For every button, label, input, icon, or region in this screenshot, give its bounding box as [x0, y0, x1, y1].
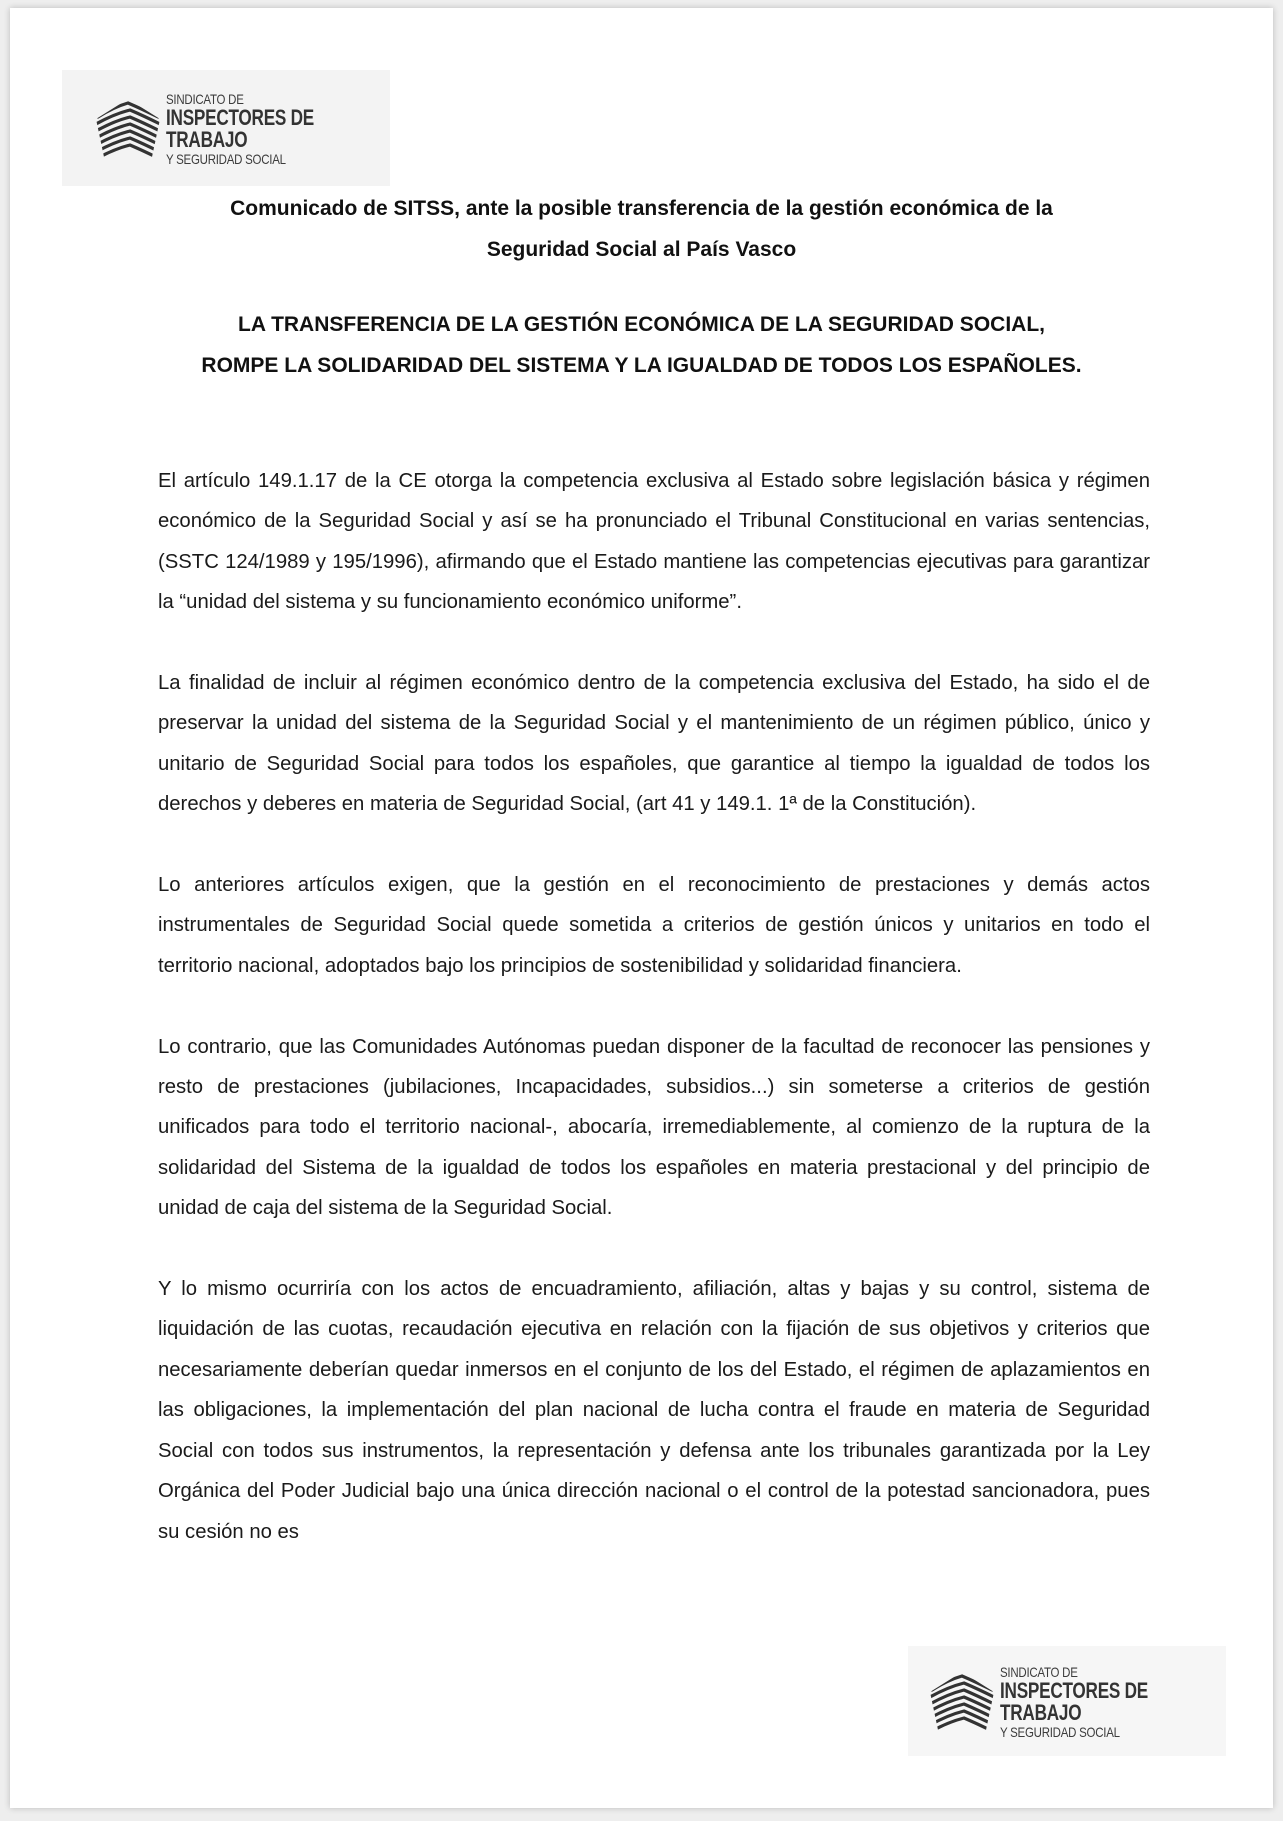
logo-line-2: INSPECTORES DE TRABAJO [166, 105, 315, 152]
headline-line-2: ROMPE LA SOLIDARIDAD DEL SISTEMA Y LA IGUALDAD DE TODOS LOS ESPAÑOLES. [201, 354, 1082, 377]
subtitle-line-1: Comunicado de SITSS, ante la posible transferencia de la gestión económica de la [230, 197, 1053, 220]
document-subtitle [120, 188, 1163, 270]
sitss-logo-bottom [908, 1646, 1226, 1756]
document-headline [120, 304, 1163, 386]
logo-line-3: Y SEGURIDAD SOCIAL [1000, 1724, 1120, 1740]
paragraph-2: La finalidad de incluir al régimen económico dentro de la competencia exclusiva del Estado, ha sido el de preservar la unidad del sistema de la Seguridad Social y el mantenimiento de un régimen público, único y unitario de Seguridad Social para todos los españoles, que garantice al tiempo la igualdad de todos los derechos y deberes en materia de Seguridad Social, (art 41 y 149.1. 1ª de la Constitución). [158, 672, 1150, 816]
logo-text [166, 92, 390, 166]
paragraph-3: Lo anteriores artículos exigen, que la gestión en el reconocimiento de prestaciones y demás actos instrumentales de Seguridad Social quede sometida a criterios de gestión únicos y unitarios en todo el territorio nacional, adoptados bajo los principios de sostenibilidad y solidaridad financiera. [158, 874, 1150, 977]
subtitle-line-2: Seguridad Social al País Vasco [486, 238, 797, 261]
document-page [10, 8, 1273, 1808]
sitss-logo-top [62, 70, 390, 186]
paragraph-5: Y lo mismo ocurriría con los actos de encuadramiento, afiliación, altas y bajas y su control, sistema de liquidación de las cuotas, recaudación ejecutiva en relación con la fijación de sus objetivos y criterios que necesariamente deberían quedar inmersos en el conjunto de los del Estado, el régimen de aplazamientos en las obligaciones, la implementación del plan nacional de lucha contra el fraude en materia de Seguridad Social con todos sus instrumentos, la representación y defensa ante los tribunales garantizada por la Ley Orgánica del Poder Judicial bajo una única dirección nacional o el control de la potestad sancionadora, pues su cesión no es [158, 1278, 1150, 1543]
headline-line-1: LA TRANSFERENCIA DE LA GESTIÓN ECONÓMICA DE LA SEGURIDAD SOCIAL, [238, 313, 1045, 336]
logo-line-1: SINDICATO DE [166, 91, 244, 107]
sitss-stripes-icon [94, 97, 162, 159]
logo-line-2: INSPECTORES DE TRABAJO [1000, 1678, 1149, 1725]
logo-text [1000, 1665, 1226, 1739]
paragraph-4: Lo contrario, que las Comunidades Autónomas puedan disponer de la facultad de reconocer las pensiones y resto de prestaciones (jubilaciones, Incapacidades, subsidios...) sin someterse a criterios de gestión unificados para todo el territorio nacional-, abocaría, irremediablemente, al comienzo de la ruptura de la solidaridad del Sistema de la igualdad de todos los españoles en materia prestacional y del principio de unidad de caja del sistema de la Seguridad Social. [158, 1035, 1150, 1220]
document-body [158, 461, 1150, 1592]
sitss-stripes-icon [928, 1670, 996, 1732]
logo-line-3: Y SEGURIDAD SOCIAL [166, 151, 286, 167]
paragraph-1: El artículo 149.1.17 de la CE otorga la competencia exclusiva al Estado sobre legislación básica y régimen económico de la Seguridad Social y así se ha pronunciado el Tribunal Constitucional en varias sentencias, (SSTC 124/1989 y 195/1996), afirmando que el Estado mantiene las competencias ejecutivas para garantizar la “unidad del sistema y su funcionamiento económico uniforme”. [158, 470, 1150, 614]
logo-line-1: SINDICATO DE [1000, 1664, 1078, 1680]
